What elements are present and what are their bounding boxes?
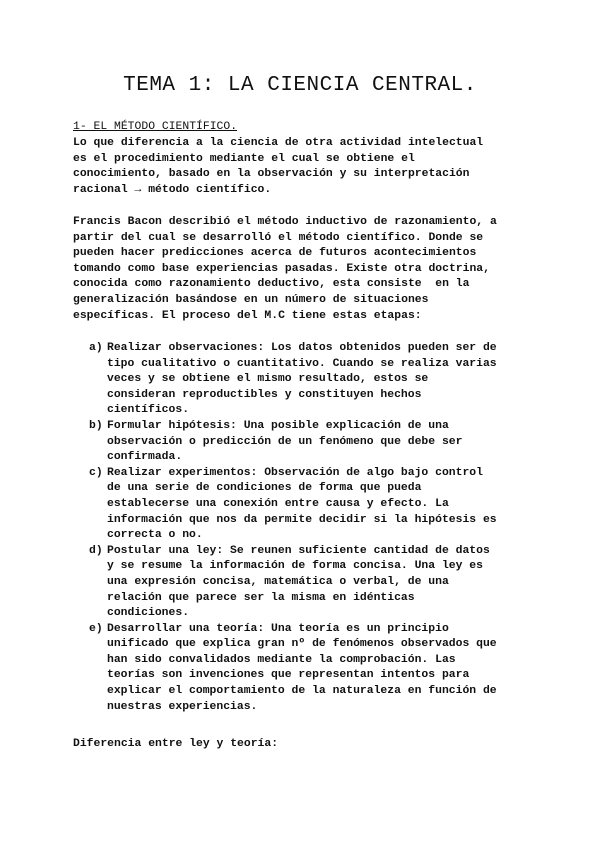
bacon-line: pueden hacer predicciones acerca de futuros acontecimientos bbox=[73, 247, 477, 260]
section-heading-text: 1- EL MÉTODO CIENTÍFICO. bbox=[73, 121, 238, 133]
step-line: Realizar observaciones: Los datos obtenidos pueden ser de bbox=[107, 342, 497, 354]
page-title: TEMA 1: LA CIENCIA CENTRAL. bbox=[123, 74, 477, 97]
intro-line: Lo que diferencia a la ciencia de otra actividad intelectual bbox=[73, 137, 484, 149]
step-line: relación que parece ser la misma en idénticas bbox=[107, 591, 415, 604]
step-c bbox=[89, 466, 539, 544]
bacon-line: tomando como base experiencias pasadas. Existe otra doctrina, bbox=[73, 262, 490, 275]
step-marker: b) bbox=[89, 419, 103, 432]
closing-heading bbox=[73, 737, 533, 753]
step-line: nuestras experiencias. bbox=[107, 700, 258, 713]
step-line: información que nos da permite decidir si la hipótesis es bbox=[107, 513, 497, 526]
intro-line: es el procedimiento mediante el cual se obtiene el bbox=[73, 152, 415, 165]
step-line: consideran reproductibles y constituyen hechos bbox=[107, 388, 422, 401]
step-line: de una serie de condiciones de forma que pueda bbox=[107, 482, 422, 495]
step-line: Formular hipótesis: Una posible explicación de una bbox=[107, 419, 449, 432]
step-line: una expresión concisa, matemática o verbal, de una bbox=[107, 575, 449, 588]
section-heading bbox=[73, 120, 533, 136]
step-e bbox=[89, 622, 539, 716]
step-line: tipo cualitativo o cuantitativo. Cuando se realiza varias bbox=[107, 357, 497, 370]
step-line: y se resume la información de forma concisa. Una ley es bbox=[107, 560, 483, 573]
intro-line: racional → método científico. bbox=[73, 183, 272, 196]
bacon-line: específicas. El proceso del M.C tiene estas etapas: bbox=[73, 309, 422, 322]
bacon-paragraph bbox=[73, 215, 533, 324]
bacon-line: generalización basándose en un número de situaciones bbox=[73, 293, 429, 306]
step-line: científicos. bbox=[107, 404, 190, 417]
bacon-line: Francis Bacon describió el método inductivo de razonamiento, a bbox=[73, 216, 497, 228]
step-line: observación o predicción de un fenómeno que debe ser bbox=[107, 435, 463, 448]
step-marker: e) bbox=[89, 622, 103, 635]
step-line: Postular una ley: Se reunen suficiente cantidad de datos bbox=[107, 544, 490, 557]
step-line: teorías son invenciones que representan intentos para bbox=[107, 669, 470, 682]
intro-paragraph bbox=[73, 136, 533, 198]
step-b bbox=[89, 419, 539, 466]
step-d bbox=[89, 544, 539, 622]
step-a bbox=[89, 341, 539, 419]
step-line: correcta o no. bbox=[107, 529, 203, 542]
step-line: establecerse una conexión entre causa y efecto. La bbox=[107, 497, 449, 510]
step-line: condiciones. bbox=[107, 607, 190, 620]
closing-line: Diferencia entre ley y teoría: bbox=[73, 738, 279, 750]
step-line: Desarrollar una teoría: Una teoría es un principio bbox=[107, 622, 449, 635]
method-steps-list bbox=[89, 341, 539, 715]
step-line: veces y se obtiene el mismo resultado, estos se bbox=[107, 373, 429, 386]
step-marker: a) bbox=[89, 342, 103, 354]
step-line: han sido convalidados mediante la comprobación. Las bbox=[107, 653, 456, 666]
intro-line: conocimiento, basado en la observación y su interpretación bbox=[73, 168, 470, 181]
step-marker: c) bbox=[89, 466, 103, 479]
bacon-line: partir del cual se desarrolló el método científico. Donde se bbox=[73, 231, 484, 244]
step-line: explicar el comportamiento de la naturaleza en función de bbox=[107, 685, 497, 698]
step-line: confirmada. bbox=[107, 451, 183, 464]
step-line: unificado que explica gran nº de fenómenos observados que bbox=[107, 638, 497, 651]
step-marker: d) bbox=[89, 544, 103, 557]
step-line: Realizar experimentos: Observación de algo bajo control bbox=[107, 466, 483, 479]
bacon-line: conocida como razonamiento deductivo, esta consiste en la bbox=[73, 278, 470, 291]
